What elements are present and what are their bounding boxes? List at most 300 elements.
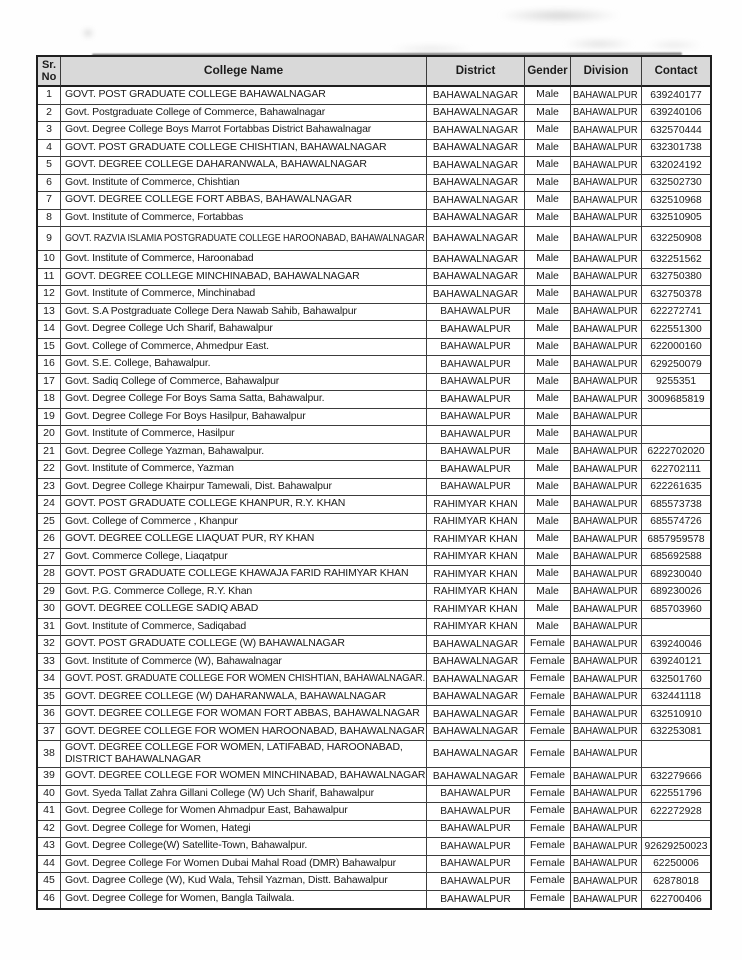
contact-cell — [642, 409, 710, 427]
table-row — [38, 584, 710, 602]
sr-no-cell-text: 46 — [43, 892, 55, 905]
division-cell — [571, 706, 642, 724]
table-row — [38, 269, 710, 287]
division-cell — [571, 356, 642, 374]
gender-cell — [525, 891, 571, 909]
sr-no-cell — [38, 803, 61, 821]
sr-no-cell-text: 8 — [46, 210, 52, 223]
district-cell-text: BAHAWALNAGAR — [432, 288, 519, 300]
district-cell — [427, 838, 525, 856]
table-row — [38, 768, 710, 786]
contact-cell-text: 685703960 — [650, 603, 702, 615]
contact-cell — [642, 251, 710, 269]
division-cell-text: BAHAWALPUR — [573, 603, 638, 615]
contact-cell — [642, 689, 710, 707]
division-cell-text: BAHAWALPUR — [573, 533, 638, 545]
district-cell-text: BAHAWALNAGAR — [432, 708, 519, 720]
college-name-cell — [61, 87, 427, 105]
table-row — [38, 122, 710, 140]
table-row — [38, 514, 710, 532]
table-row — [38, 821, 710, 839]
division-cell-text: BAHAWALPUR — [573, 341, 638, 353]
college-name-cell-text: Govt. Degree College for Women Ahmadpur East, Bahawalpur — [65, 804, 348, 817]
contact-cell-text: 689230026 — [650, 586, 702, 598]
gender-cell-text: Female — [529, 672, 565, 685]
contact-cell — [642, 514, 710, 532]
district-cell-text: BAHAWALNAGAR — [432, 107, 519, 119]
college-name-cell-text: Govt. Sadiq College of Commerce, Bahawalpur — [65, 374, 280, 387]
college-name-cell-text: Govt. Institute of Commerce (W), Bahawalnagar — [65, 654, 282, 667]
sr-no-cell — [38, 374, 61, 392]
division-cell — [571, 803, 642, 821]
district-cell-text: BAHAWALNAGAR — [432, 691, 519, 703]
gender-cell-text: Male — [536, 175, 559, 188]
sr-no-cell — [38, 741, 61, 768]
contact-cell-text: 632441118 — [650, 691, 701, 703]
district-cell — [427, 654, 525, 672]
sr-no-cell — [38, 873, 61, 891]
sr-no-cell — [38, 227, 61, 251]
gender-cell — [525, 566, 571, 584]
division-cell-text: BAHAWALPUR — [573, 323, 638, 335]
division-cell-text: BAHAWALPUR — [573, 376, 638, 388]
district-cell-text: BAHAWALPUR — [440, 875, 511, 887]
division-cell-text: BAHAWALPUR — [573, 232, 638, 244]
gender-cell — [525, 157, 571, 175]
table-row — [38, 356, 710, 374]
contact-cell — [642, 531, 710, 549]
contact-cell-text: 632501760 — [650, 673, 702, 685]
college-name-cell-text: GOVT. DEGREE COLLEGE FOR WOMEN, LATIFABAD, HAROONABAD, DISTRICT BAHAWALNAGAR — [65, 741, 403, 765]
district-cell-text: BAHAWALPUR — [440, 393, 511, 405]
division-cell — [571, 689, 642, 707]
district-cell-text: BAHAWALNAGAR — [432, 748, 519, 760]
district-cell-text: BAHAWALPUR — [440, 411, 511, 423]
contact-cell — [642, 444, 710, 462]
division-cell — [571, 671, 642, 689]
sr-no-cell-text: 24 — [43, 497, 55, 510]
college-name-cell — [61, 409, 427, 427]
gender-cell-text: Male — [536, 444, 559, 457]
gender-cell — [525, 374, 571, 392]
college-name-cell — [61, 654, 427, 672]
gender-cell-text: Male — [536, 357, 559, 370]
college-name-cell — [61, 856, 427, 874]
division-cell-text: BAHAWALPUR — [573, 288, 638, 300]
district-cell-text: BAHAWALPUR — [440, 805, 511, 817]
college-name-cell-text: GOVT. POST GRADUATE COLLEGE KHAWAJA FARID RAHIMYAR KHAN — [65, 567, 409, 580]
college-name-cell-text: GOVT. POST. GRADUATE COLLEGE FOR WOMEN CHISHTIAN, BAHAWALNAGAR. — [65, 672, 426, 685]
sr-no-cell-text: 13 — [43, 304, 55, 317]
contact-cell-text: 632250908 — [650, 232, 702, 244]
division-cell-text: BAHAWALPUR — [573, 568, 638, 580]
contact-cell — [642, 549, 710, 567]
table-row — [38, 321, 710, 339]
sr-no-cell — [38, 689, 61, 707]
district-cell-text: BAHAWALNAGAR — [432, 142, 519, 154]
district-cell — [427, 140, 525, 158]
contact-cell-text: 689230040 — [650, 568, 702, 580]
district-cell — [427, 304, 525, 322]
district-cell — [427, 210, 525, 228]
contact-cell-text: 632251562 — [650, 253, 702, 265]
contact-cell-text: 632301738 — [650, 142, 702, 154]
gender-cell-text: Female — [529, 707, 565, 720]
college-name-cell-text: Govt. Institute of Commerce, Sadiqabad — [65, 619, 247, 632]
district-cell — [427, 786, 525, 804]
district-cell-text: BAHAWALPUR — [440, 358, 511, 370]
contact-cell — [642, 671, 710, 689]
division-cell-text: BAHAWALPUR — [573, 770, 638, 782]
sr-no-cell-text: 45 — [43, 874, 55, 887]
contact-cell-text: 685692588 — [650, 551, 702, 563]
district-cell-text: RAHIMYAR KHAN — [433, 621, 518, 633]
district-cell — [427, 409, 525, 427]
gender-cell-text: Female — [529, 839, 565, 852]
college-name-cell — [61, 321, 427, 339]
division-cell-text: BAHAWALPUR — [573, 194, 638, 206]
division-cell-text: BAHAWALPUR — [573, 271, 638, 283]
division-cell — [571, 227, 642, 251]
sr-no-cell-text: 23 — [43, 479, 55, 492]
division-cell — [571, 210, 642, 228]
gender-cell — [525, 269, 571, 287]
gender-cell — [525, 873, 571, 891]
district-cell-text: BAHAWALNAGAR — [432, 194, 519, 206]
sr-no-cell — [38, 768, 61, 786]
division-cell-text: BAHAWALPUR — [573, 638, 638, 650]
contact-cell-text: 622551796 — [650, 788, 702, 800]
sr-no-cell — [38, 251, 61, 269]
header-gender — [525, 57, 571, 87]
sr-no-cell-text: 14 — [43, 322, 55, 335]
table-row — [38, 706, 710, 724]
sr-no-cell — [38, 549, 61, 567]
college-name-cell-text: GOVT. DEGREE COLLEGE FOR WOMEN HAROONABAD, BAHAWALNAGAR — [65, 724, 425, 737]
sr-no-cell-text: 32 — [43, 637, 55, 650]
district-cell-text: RAHIMYAR KHAN — [433, 498, 518, 510]
college-name-cell — [61, 531, 427, 549]
division-cell — [571, 391, 642, 409]
college-name-cell-text: Govt. Degree College For Boys Hasilpur, Bahawalpur — [65, 409, 306, 422]
gender-cell — [525, 339, 571, 357]
division-cell-text: BAHAWALPUR — [573, 498, 638, 510]
district-cell — [427, 227, 525, 251]
gender-cell — [525, 768, 571, 786]
scan-smudge — [82, 28, 94, 38]
contact-cell-text: 632253081 — [650, 726, 702, 738]
college-name-cell — [61, 741, 427, 768]
district-cell-text: BAHAWALNAGAR — [432, 726, 519, 738]
college-name-cell — [61, 251, 427, 269]
division-cell-text: BAHAWALPUR — [573, 89, 638, 101]
contact-cell — [642, 619, 710, 637]
contact-cell-text: 639240046 — [650, 638, 702, 650]
table-row — [38, 803, 710, 821]
gender-cell — [525, 724, 571, 742]
contact-cell — [642, 426, 710, 444]
gender-cell-text: Female — [529, 874, 565, 887]
district-cell-text: BAHAWALPUR — [440, 463, 511, 475]
district-cell-text: BAHAWALNAGAR — [432, 770, 519, 782]
sr-no-cell-text: 25 — [43, 514, 55, 527]
district-cell-text: BAHAWALPUR — [440, 840, 511, 852]
sr-no-cell — [38, 724, 61, 742]
gender-cell-text: Male — [536, 514, 559, 527]
college-name-cell — [61, 339, 427, 357]
sr-no-cell — [38, 706, 61, 724]
college-name-cell — [61, 426, 427, 444]
contact-cell — [642, 873, 710, 891]
division-cell-text: BAHAWALPUR — [573, 805, 638, 817]
gender-cell — [525, 636, 571, 654]
sr-no-cell-text: 35 — [43, 689, 55, 702]
division-cell-text: BAHAWALPUR — [573, 428, 638, 440]
division-cell-text: BAHAWALPUR — [573, 446, 638, 458]
gender-cell — [525, 426, 571, 444]
sr-no-cell — [38, 286, 61, 304]
sr-no-cell — [38, 461, 61, 479]
gender-cell-text: Male — [536, 193, 559, 206]
gender-cell — [525, 601, 571, 619]
district-cell-text: BAHAWALNAGAR — [432, 89, 519, 101]
college-name-cell — [61, 175, 427, 193]
district-cell — [427, 286, 525, 304]
college-name-cell — [61, 157, 427, 175]
sr-no-cell — [38, 786, 61, 804]
sr-no-cell — [38, 838, 61, 856]
college-name-cell — [61, 636, 427, 654]
table-row — [38, 210, 710, 228]
contact-cell-text: 632510910 — [650, 708, 702, 720]
district-cell — [427, 105, 525, 123]
district-cell — [427, 856, 525, 874]
table-row — [38, 444, 710, 462]
college-name-cell-text: Govt. Institute of Commerce, Yazman — [65, 462, 234, 475]
division-cell — [571, 821, 642, 839]
district-cell — [427, 584, 525, 602]
gender-cell-text: Male — [536, 322, 559, 335]
sr-no-cell-text: 22 — [43, 462, 55, 475]
table-row — [38, 227, 710, 251]
district-cell — [427, 391, 525, 409]
header-college-name — [61, 57, 427, 87]
college-name-cell-text: GOVT. DEGREE COLLEGE DAHARANWALA, BAHAWALNAGAR — [65, 158, 367, 171]
district-cell — [427, 891, 525, 909]
table-row — [38, 636, 710, 654]
division-cell — [571, 321, 642, 339]
college-name-cell — [61, 122, 427, 140]
gender-cell-text: Male — [536, 567, 559, 580]
contact-cell — [642, 803, 710, 821]
gender-cell-text: Female — [529, 637, 565, 650]
division-cell — [571, 175, 642, 193]
college-name-cell — [61, 821, 427, 839]
district-cell-text: BAHAWALPUR — [440, 428, 511, 440]
contact-cell — [642, 304, 710, 322]
table-row — [38, 549, 710, 567]
contact-cell — [642, 706, 710, 724]
contact-cell — [642, 768, 710, 786]
sr-no-cell-text: 26 — [43, 532, 55, 545]
college-name-cell-text: Govt. Degree College Khairpur Tamewali, Dist. Bahawalpur — [65, 479, 332, 492]
district-cell — [427, 689, 525, 707]
contact-cell-text: 62878018 — [653, 875, 699, 887]
contact-cell — [642, 140, 710, 158]
college-name-cell — [61, 374, 427, 392]
table-row — [38, 671, 710, 689]
division-cell — [571, 479, 642, 497]
table-row — [38, 140, 710, 158]
college-name-cell-text: Govt. Degree College Yazman, Bahawalpur. — [65, 444, 265, 457]
college-name-cell-text: Govt. Degree College(W) Satellite-Town, Bahawalpur. — [65, 839, 308, 852]
sr-no-cell-text: 3 — [46, 123, 52, 136]
district-cell-text: BAHAWALPUR — [440, 376, 511, 388]
gender-cell-text: Male — [536, 88, 559, 101]
gender-cell-text: Male — [536, 252, 559, 265]
sr-no-cell — [38, 584, 61, 602]
sr-no-cell — [38, 304, 61, 322]
contact-cell — [642, 786, 710, 804]
college-name-cell-text: Govt. Syeda Tallat Zahra Gillani College (W) Uch Sharif, Bahawalpur — [65, 786, 374, 799]
gender-cell-text: Female — [529, 892, 565, 905]
college-name-cell — [61, 873, 427, 891]
table-row — [38, 286, 710, 304]
division-cell-text: BAHAWALPUR — [573, 358, 638, 370]
college-name-cell — [61, 192, 427, 210]
college-name-cell-text: GOVT. DEGREE COLLEGE MINCHINABAD, BAHAWALNAGAR — [65, 269, 360, 282]
district-cell — [427, 706, 525, 724]
gender-cell-text: Male — [536, 123, 559, 136]
gender-cell — [525, 251, 571, 269]
division-cell-text: BAHAWALPUR — [573, 586, 638, 598]
contact-cell-text: 632510905 — [650, 212, 702, 224]
gender-cell — [525, 105, 571, 123]
sr-no-cell-text: 20 — [43, 427, 55, 440]
division-cell — [571, 601, 642, 619]
gender-cell-text: Male — [536, 374, 559, 387]
contact-cell — [642, 286, 710, 304]
sr-no-cell-text: 30 — [43, 602, 55, 615]
college-name-cell-text: Govt. Degree College For Women Dubai Mahal Road (DMR) Bahawalpur — [65, 856, 397, 869]
district-cell-text: BAHAWALNAGAR — [432, 656, 519, 668]
division-cell-text: BAHAWALPUR — [573, 107, 638, 119]
district-cell — [427, 636, 525, 654]
sr-no-cell-text: 41 — [43, 804, 55, 817]
college-name-cell — [61, 786, 427, 804]
contact-cell-text: 685573738 — [650, 498, 702, 510]
division-cell-text: BAHAWALPUR — [573, 393, 638, 405]
table-row — [38, 426, 710, 444]
division-cell — [571, 654, 642, 672]
contact-cell — [642, 175, 710, 193]
division-cell-text: BAHAWALPUR — [573, 893, 638, 905]
gender-cell — [525, 786, 571, 804]
district-cell — [427, 192, 525, 210]
college-name-cell-text: Govt. Dagree College (W), Kud Wala, Tehsil Yazman, Distt. Bahawalpur — [65, 874, 388, 887]
district-cell — [427, 768, 525, 786]
division-cell-text: BAHAWALPUR — [573, 708, 638, 720]
gender-cell-text: Male — [536, 479, 559, 492]
college-name-cell-text: Govt. Degree College For Boys Sama Satta, Bahawalpur. — [65, 392, 325, 405]
contact-cell-text: 9255351 — [655, 376, 697, 388]
division-cell — [571, 461, 642, 479]
college-name-cell — [61, 461, 427, 479]
gender-cell-text: Male — [536, 427, 559, 440]
table-row — [38, 251, 710, 269]
sr-no-cell — [38, 105, 61, 123]
sr-no-cell — [38, 426, 61, 444]
gender-cell-text: Female — [529, 689, 565, 702]
division-cell-text: BAHAWALPUR — [573, 516, 638, 528]
contact-cell — [642, 636, 710, 654]
gender-cell-text: Male — [536, 210, 559, 223]
college-name-cell — [61, 689, 427, 707]
district-cell-text: BAHAWALNAGAR — [432, 124, 519, 136]
district-cell — [427, 479, 525, 497]
division-cell — [571, 741, 642, 768]
sr-no-cell-text: 36 — [43, 707, 55, 720]
table-row — [38, 601, 710, 619]
division-cell — [571, 374, 642, 392]
division-cell-text: BAHAWALPUR — [573, 748, 638, 760]
college-name-cell — [61, 619, 427, 637]
college-name-cell-text: Govt. Institute of Commerce, Fortabbas — [65, 210, 244, 223]
gender-cell-text: Male — [536, 619, 559, 632]
division-cell — [571, 87, 642, 105]
sr-no-cell — [38, 636, 61, 654]
district-cell — [427, 339, 525, 357]
gender-cell — [525, 531, 571, 549]
college-name-cell-text: Govt. Degree College for Women, Bangla Tailwala. — [65, 892, 295, 905]
gender-cell-text: Male — [536, 158, 559, 171]
gender-cell-text: Female — [529, 654, 565, 667]
gender-cell — [525, 304, 571, 322]
college-name-cell-text: Govt. S.A Postgraduate College Dera Nawab Sahib, Bahawalpur — [65, 304, 357, 317]
division-cell — [571, 339, 642, 357]
sr-no-cell — [38, 175, 61, 193]
gender-cell — [525, 479, 571, 497]
division-cell — [571, 768, 642, 786]
table-row — [38, 873, 710, 891]
gender-cell — [525, 175, 571, 193]
table-row — [38, 461, 710, 479]
contact-cell — [642, 838, 710, 856]
sr-no-cell — [38, 654, 61, 672]
header-college-name-text: College Name — [203, 63, 284, 78]
college-name-cell-text: GOVT. POST GRADUATE COLLEGE KHANPUR, R.Y. KHAN — [65, 497, 346, 510]
sr-no-cell — [38, 269, 61, 287]
sr-no-cell-text: 19 — [43, 409, 55, 422]
college-name-cell-text: Govt. Institute of Commerce, Haroonabad — [65, 252, 254, 265]
gender-cell — [525, 856, 571, 874]
college-name-cell — [61, 584, 427, 602]
division-cell-text: BAHAWALPUR — [573, 788, 638, 800]
college-name-cell — [61, 706, 427, 724]
college-name-cell — [61, 304, 427, 322]
district-cell-text: BAHAWALPUR — [440, 788, 511, 800]
college-name-cell-text: GOVT. POST GRADUATE COLLEGE BAHAWALNAGAR — [65, 88, 326, 101]
sr-no-cell-text: 43 — [43, 839, 55, 852]
college-name-cell-text: GOVT. POST GRADUATE COLLEGE (W) BAHAWALNAGAR — [65, 637, 345, 650]
gender-cell — [525, 821, 571, 839]
division-cell — [571, 724, 642, 742]
division-cell — [571, 531, 642, 549]
district-cell-text: BAHAWALNAGAR — [432, 253, 519, 265]
contact-cell — [642, 479, 710, 497]
division-cell — [571, 251, 642, 269]
district-cell — [427, 741, 525, 768]
